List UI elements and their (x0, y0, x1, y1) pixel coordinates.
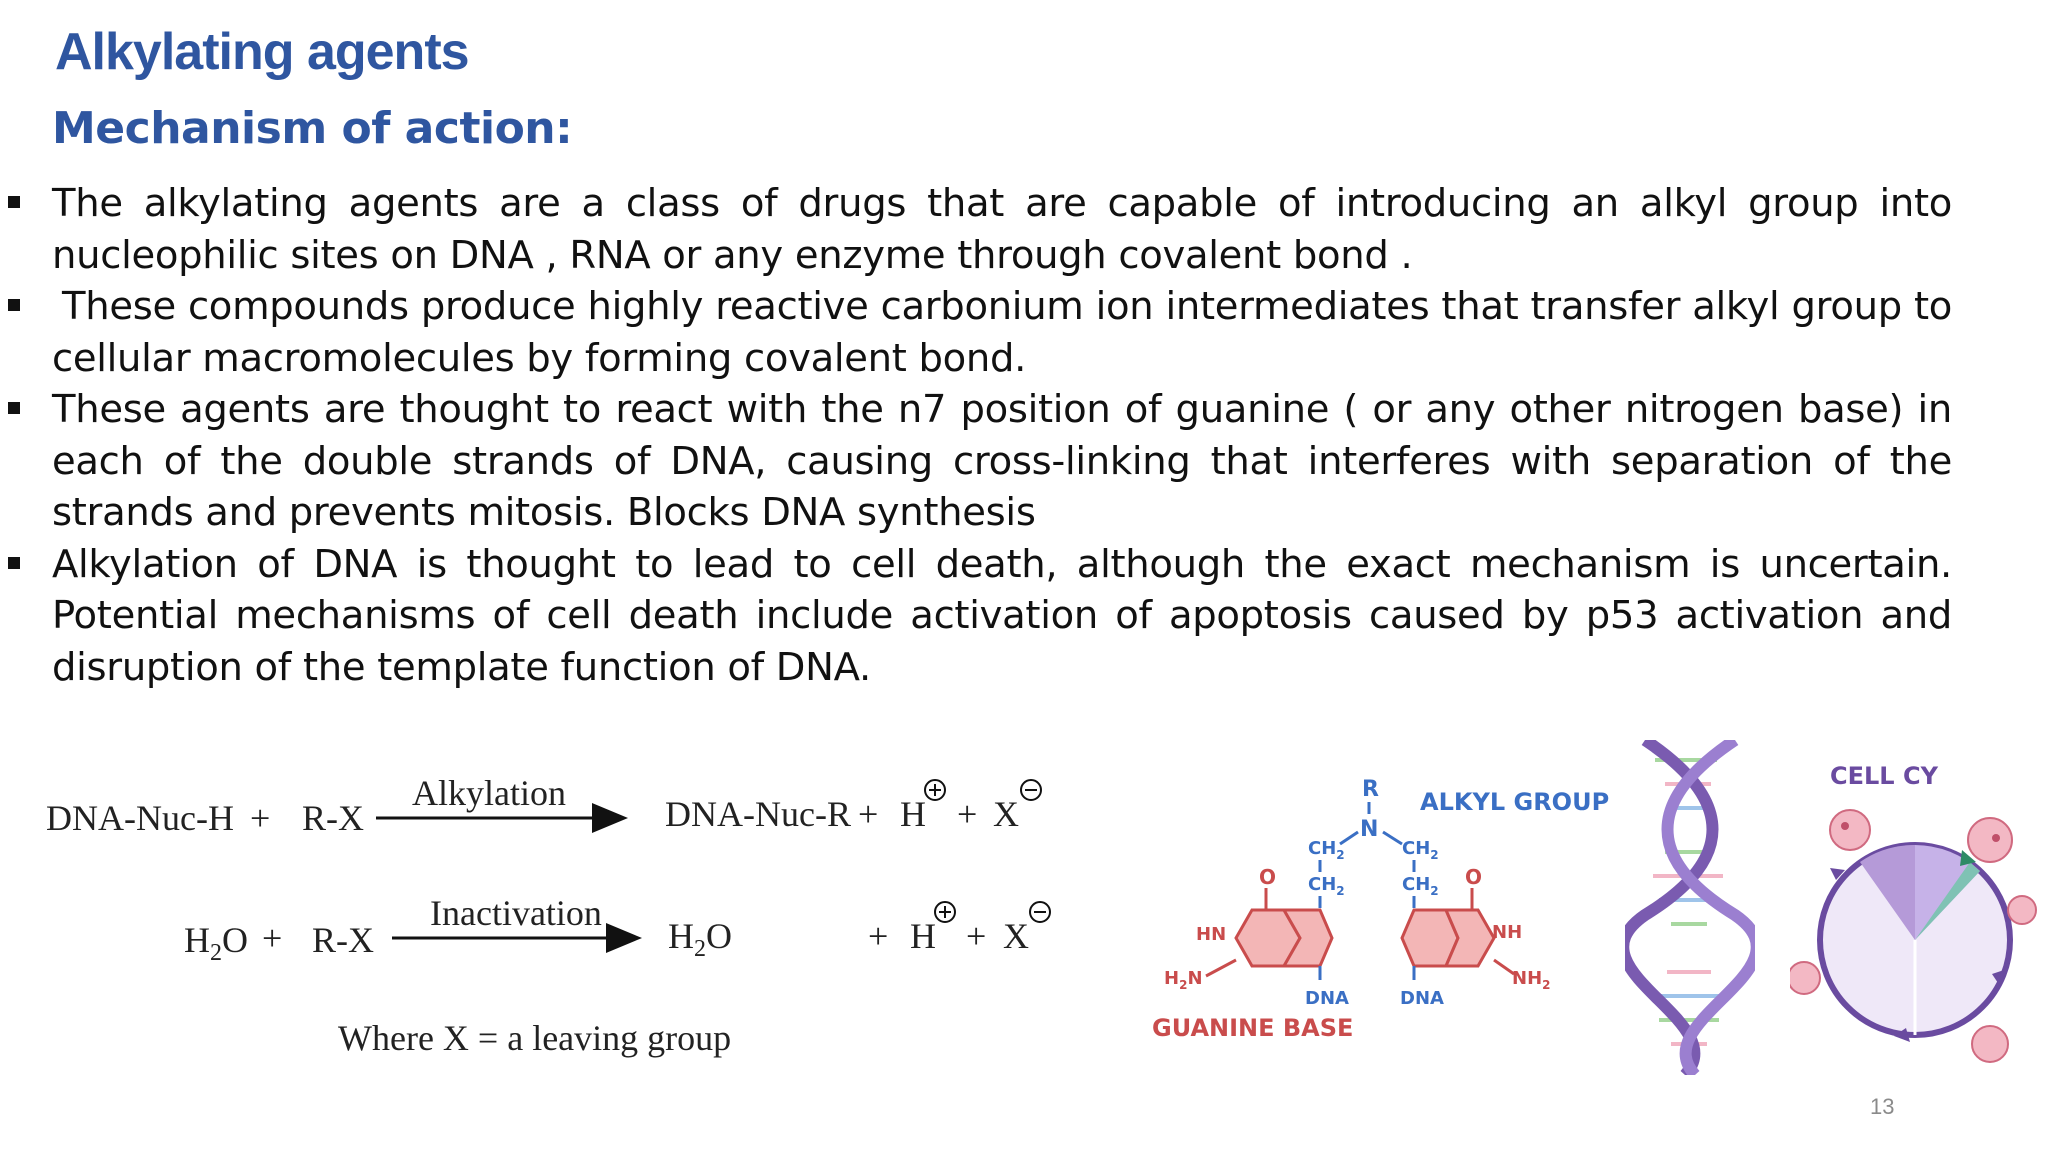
bullet-item (0, 384, 1952, 539)
cell-icon (1968, 818, 2012, 862)
slide-number: 13 (1870, 1094, 1895, 1119)
eq2-plus3: + (966, 916, 987, 956)
bullet-text: The alkylating agents are a class of drugs that are capable of introducing an alkyl group into nucleophilic sites on DNA , RNA or any enzyme through covalent bond . (52, 181, 1952, 278)
eq1-plus3: + (957, 794, 978, 834)
bullet-item (0, 539, 1952, 694)
right-o-label: O (1465, 865, 1483, 889)
left-ch2-lower (1308, 874, 1345, 898)
cell-cycle-label: CELL CY (1830, 762, 1938, 790)
eq1-reactant1: DNA-Nuc-H (46, 798, 234, 838)
eq1-arrow-label: Alkylation (412, 773, 566, 813)
bullet-square-icon (8, 402, 20, 414)
svg-text:CH2: $CH_2$ (1402, 874, 1439, 898)
bullet-text: These agents are thought to react with the n7 position of guanine ( or any other nitrogen base) in each of the double strands of DNA, causing cross-linking that interferes with separation of the strands and prevents mitosis. Blocks DNA synthesis (52, 387, 1952, 535)
left-ch2-upper (1308, 838, 1345, 862)
cell-icon (1972, 1026, 2008, 1062)
alkyl-group-label: ALKYL GROUP (1420, 788, 1610, 816)
eq2-reactant1: $H_2O$ (184, 920, 248, 966)
eq1-plus2: + (858, 794, 879, 834)
eq2-plus2: + (868, 916, 889, 956)
eq1-plus1: + (250, 798, 271, 838)
dna-helix-illustration (1625, 740, 1755, 1075)
positive-charge-icon (925, 780, 945, 800)
reaction-equations (0, 760, 1100, 1080)
eq1-product2: H (900, 794, 926, 834)
cell-icon (1830, 810, 1870, 850)
svg-text:CH2: $CH_2$ (1308, 838, 1345, 862)
bullet-list (0, 178, 1952, 693)
cell-cycle-illustration (1790, 750, 2040, 1080)
leaving-group-note: Where X = a leaving group (338, 1018, 732, 1058)
negative-charge-icon (1021, 780, 1041, 800)
slide-subtitle: Mechanism of action: (52, 103, 573, 154)
left-h2n-label: $H_2N$ (1164, 968, 1203, 992)
left-dna-label: DNA (1305, 988, 1349, 1009)
right-ch2-lower (1402, 874, 1439, 898)
center-n-label: N (1360, 817, 1379, 842)
bullet-square-icon (8, 299, 20, 311)
bullet-square-icon (8, 196, 20, 208)
bullet-item (0, 178, 1952, 281)
svg-text:CH2: $CH_2$ (1308, 874, 1345, 898)
eq1-product3: X (993, 794, 1019, 834)
left-guanine-ring (1236, 910, 1332, 966)
eq2-product2: H (910, 916, 936, 956)
right-guanine-ring (1402, 910, 1494, 966)
left-hn-label: HN (1196, 924, 1227, 945)
bullet-square-icon (8, 557, 20, 569)
right-dna-label: DNA (1400, 988, 1444, 1009)
right-ch2-upper (1402, 838, 1439, 862)
bullet-text: These compounds produce highly reactive carbonium ion intermediates that transfer alkyl group to cellular macromolecules by forming covalent bond. (52, 284, 1952, 381)
eq1-product1: DNA-Nuc-R (665, 794, 851, 834)
bullet-item (0, 281, 1952, 384)
negative-charge-icon (1030, 902, 1050, 922)
cell-icon (1790, 962, 1820, 994)
eq2-arrow-label: Inactivation (430, 893, 602, 933)
r-label: R (1362, 777, 1379, 802)
eq2-plus1: + (262, 918, 283, 958)
cell-icon (2008, 896, 2036, 924)
left-o-label: O (1259, 865, 1277, 889)
right-nh-label: NH (1492, 922, 1523, 943)
positive-charge-icon (935, 902, 955, 922)
bullet-text: Alkylation of DNA is thought to lead to cell death, although the exact mechanism is uncertain. Potential mechanisms of cell death include activation of apoptosis caused by p53 activation and disruption of the template function of DNA. (52, 541, 1952, 690)
eq2-reactant2: R-X (312, 920, 374, 960)
right-nh2-label: $NH_2$ (1512, 968, 1551, 992)
guanine-base-label: GUANINE BASE (1152, 1014, 1354, 1042)
guanine-crosslink-figure (1140, 770, 1620, 1060)
slide-title: Alkylating agents (55, 23, 469, 81)
eq2-product1: $H_2O$ (668, 916, 732, 962)
svg-text:CH2: $CH_2$ (1402, 838, 1439, 862)
eq1-reactant2: R-X (302, 798, 364, 838)
eq2-product3: X (1003, 916, 1029, 956)
